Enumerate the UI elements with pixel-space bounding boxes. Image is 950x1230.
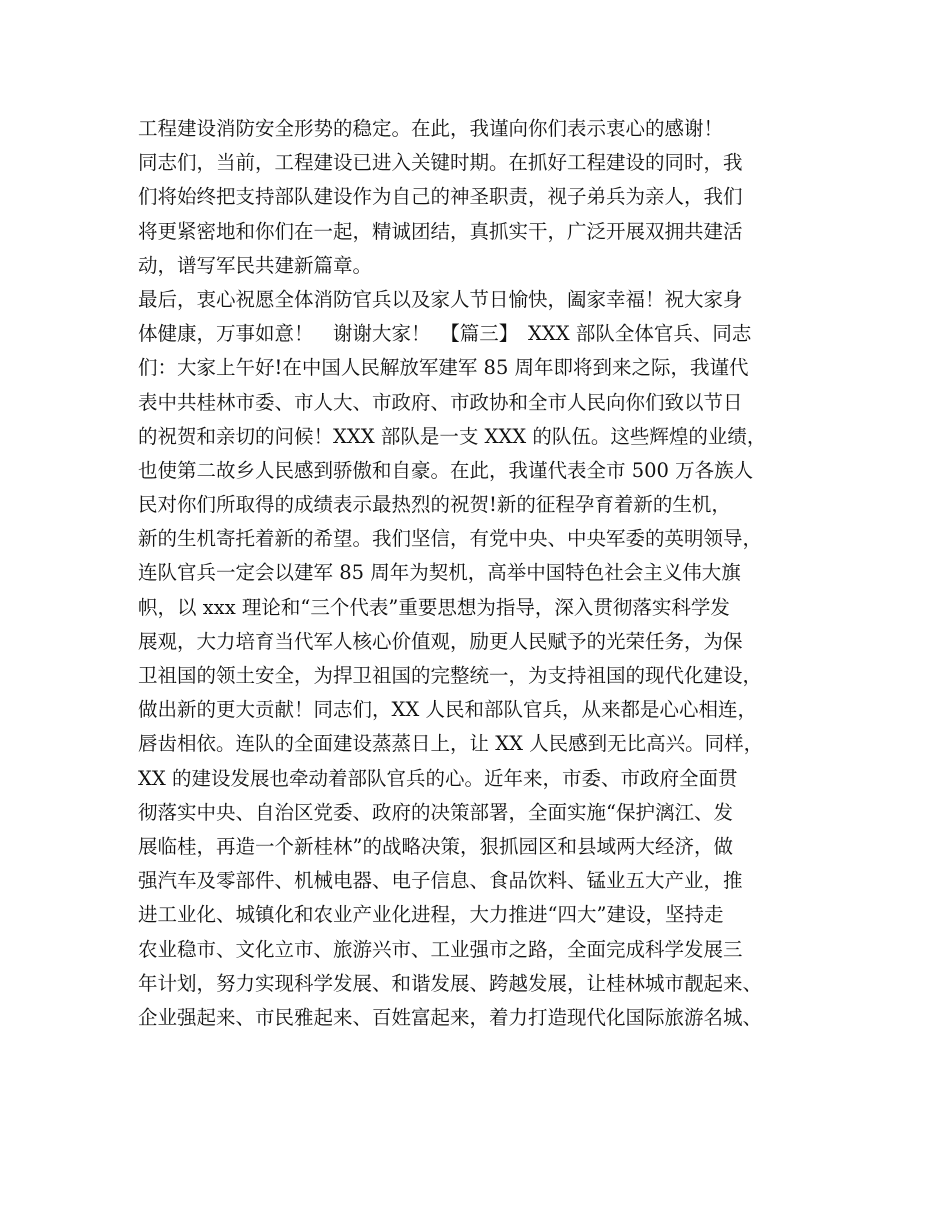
text-line: 们：大家上午好!在中国人民解放军建军 85 周年即将到来之际，我谨代: [138, 356, 749, 380]
text-line: 民对你们所取得的成绩表示最热烈的祝贺!新的征程孕育着新的生机，: [138, 493, 731, 517]
text-line: 表中共桂林市委、市人大、市政府、市政协和全市人民向你们致以节日: [138, 390, 743, 414]
text-line: 年计划，努力实现科学发展、和谐发展、跨越发展，让桂林城市靓起来、: [138, 971, 763, 995]
text-line: 最后，衷心祝愿全体消防官兵以及家人节日愉快，阖家幸福！祝大家身: [138, 287, 743, 311]
text-line: 做出新的更大贡献！同志们，XX 人民和部队官兵，从来都是心心相连，: [138, 698, 757, 722]
text-line: 新的生机寄托着新的希望。我们坚信，有党中央、中央军委的英明领导，: [138, 527, 763, 551]
text-line: 的祝贺和亲切的问候！XXX 部队是一支 XXX 的队伍。这些辉煌的业绩，: [138, 424, 767, 448]
text-line: 同志们，当前，工程建设已进入关键时期。在抓好工程建设的同时，我: [138, 151, 743, 175]
text-line: 体健康，万事如意！ 谢谢大家！ 【篇三】 XXX 部队全体官兵、同志: [138, 322, 752, 346]
text-line: 帜，以 xxx 理论和“三个代表”重要思想为指导，深入贯彻落实科学发: [138, 595, 730, 619]
text-line: 也使第二故乡人民感到骄傲和自豪。在此，我谨代表全市 500 万各族人: [138, 458, 754, 482]
text-line: 将更紧密地和你们在一起，精诚团结，真抓实干，广泛开展双拥共建活: [138, 219, 743, 243]
text-line: 企业强起来、市民雅起来、百姓富起来，着力打造现代化国际旅游名城、: [138, 1005, 763, 1029]
text-line: 强汽车及零部件、机械电器、电子信息、食品饮料、锰业五大产业，推: [138, 869, 743, 893]
text-line: 动，谱写军民共建新篇章。: [138, 253, 373, 277]
text-line: 进工业化、城镇化和农业产业化进程，大力推进“四大”建设，坚持走: [138, 903, 724, 927]
text-line: 彻落实中央、自治区党委、政府的决策部署，全面实施“保护漓江、发: [138, 800, 733, 824]
text-line: 农业稳市、文化立市、旅游兴市、工业强市之路，全面完成科学发展三: [138, 937, 743, 961]
text-line: 连队官兵一定会以建军 85 周年为契机，高举中国特色社会主义伟大旗: [138, 561, 741, 585]
text-line: 唇齿相依。连队的全面建设蒸蒸日上，让 XX 人民感到无比高兴。同样，: [138, 732, 764, 756]
text-line: XX 的建设发展也牵动着部队官兵的心。近年来，市委、市政府全面贯: [138, 766, 738, 790]
text-line: 展临桂，再造一个新桂林”的战略决策，狠抓园区和县域两大经济，做: [138, 834, 733, 858]
text-line: 展观，大力培育当代军人核心价值观，励更人民赋予的光荣任务，为保: [138, 629, 743, 653]
text-line: 工程建设消防安全形势的稳定。在此，我谨向你们表示衷心的感谢！: [138, 117, 724, 140]
text-line: 们将始终把支持部队建设作为自己的神圣职责，视子弟兵为亲人，我们: [138, 185, 743, 209]
body-text: [138, 112, 828, 1035]
text-line: 卫祖国的领土安全，为捍卫祖国的完整统一，为支持祖国的现代化建设，: [138, 664, 763, 687]
